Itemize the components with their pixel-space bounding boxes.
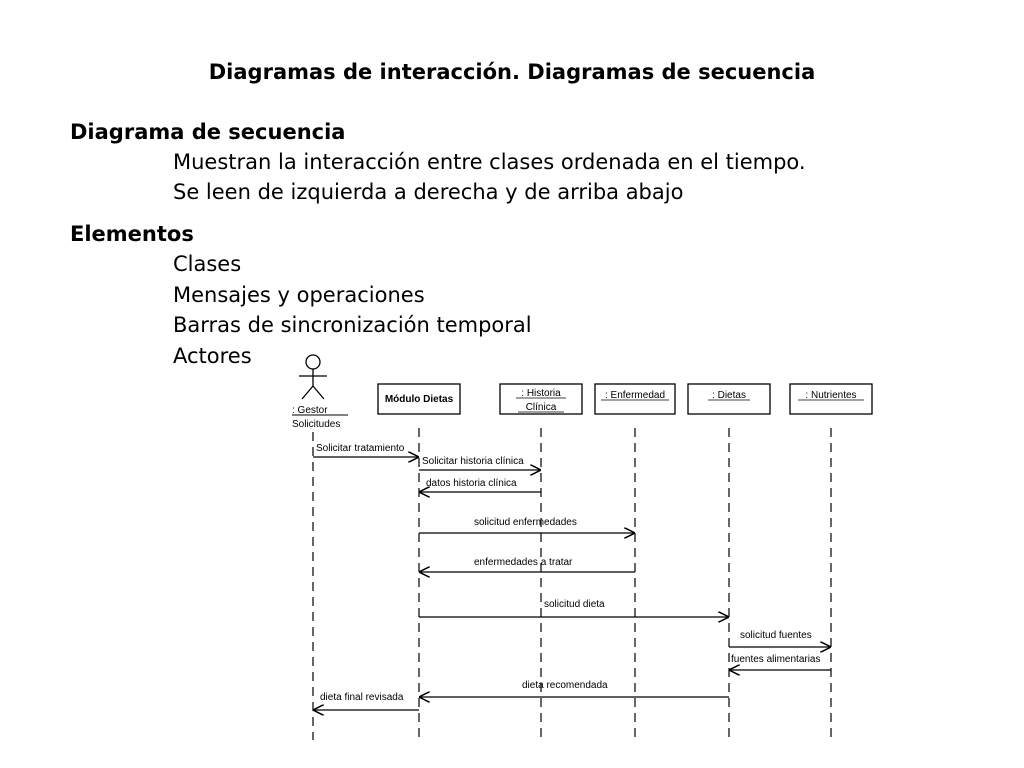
description-line-1: Muestran la interacción entre clases ordenada en el tiempo. (173, 150, 806, 174)
message-label-5: enfermedades a tratar (474, 557, 573, 568)
section-heading-elementos: Elementos (70, 222, 194, 246)
element-item-actores: Actores (173, 344, 252, 368)
object-box-modulo-dietas (378, 384, 460, 414)
object-box-dietas (688, 384, 770, 414)
slide-title: Diagramas de interacción. Diagramas de secuencia (208, 60, 816, 84)
element-item-mensajes: Mensajes y operaciones (173, 283, 425, 307)
message-label-4: solicitud enfermedades (474, 517, 577, 528)
description-line-2: Se leen de izquierda a derecha y de arriba abajo (173, 180, 684, 204)
section-heading-diagrama: Diagrama de secuencia (70, 120, 346, 144)
object-label: : Dietas (712, 390, 746, 401)
message-label-8: fuentes alimentarias (731, 654, 821, 665)
object-label: Módulo Dietas (384, 394, 454, 405)
object-label: : Historia (521, 388, 561, 399)
message-label-2: Solicitar historia clínica (422, 456, 524, 467)
object-label-line2: Clínica (525, 402, 557, 413)
object-box-nutrientes (790, 384, 872, 414)
message-label-6: solicitud dieta (544, 599, 605, 610)
actor-icon (299, 355, 327, 399)
message-label-3: datos historia clínica (426, 478, 517, 489)
actor-label-line1: : Gestor (292, 405, 328, 416)
message-label-7: solicitud fuentes (740, 630, 812, 641)
element-item-barras: Barras de sincronización temporal (173, 313, 532, 337)
object-box-historia-clinica (500, 384, 582, 414)
message-label-1: Solicitar tratamiento (316, 443, 405, 454)
object-box-enfermedad (595, 384, 675, 414)
message-label-9: dieta recomendada (522, 680, 608, 691)
element-item-clases: Clases (173, 252, 242, 276)
actor-label-line2: Solicitudes (292, 419, 341, 430)
message-label-10: dieta final revisada (320, 692, 404, 703)
object-label: : Enfermedad (604, 390, 666, 401)
object-label: : Nutrientes (805, 390, 857, 401)
